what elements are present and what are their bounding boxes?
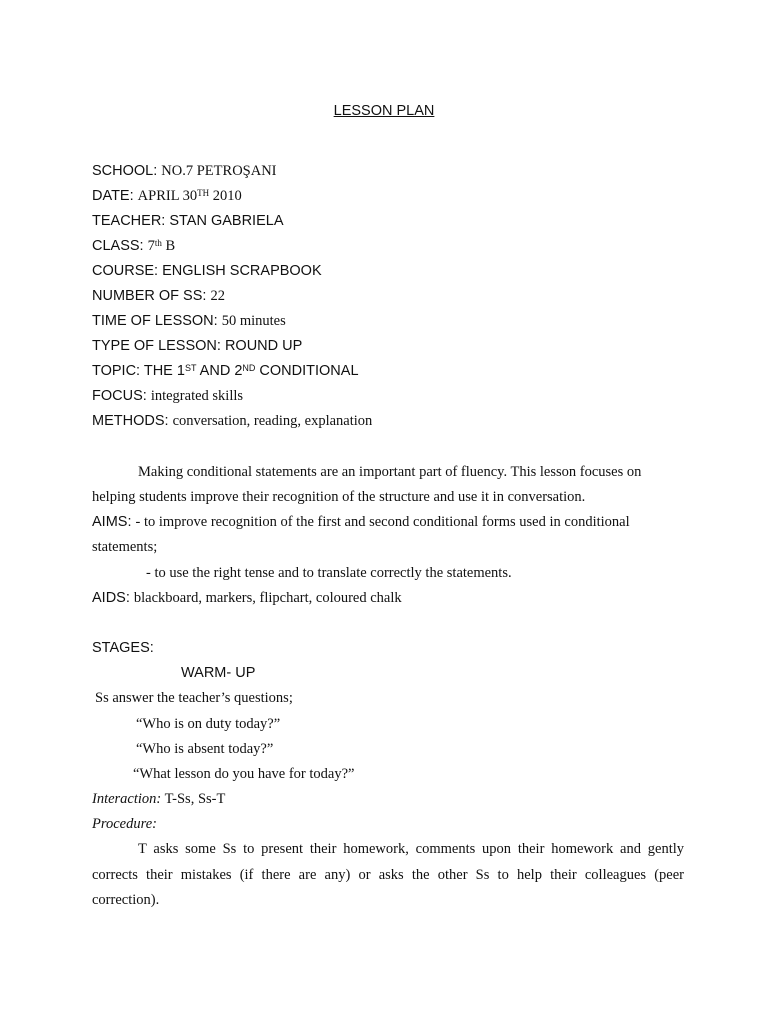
topic-value-mid: AND 2 — [196, 363, 243, 379]
date-value-sup: TH — [197, 188, 210, 198]
type-of-lesson-line — [92, 337, 302, 355]
number-of-ss-label: NUMBER OF SS: — [92, 288, 211, 304]
date-line — [92, 187, 242, 205]
intro-paragraph-line-1: Making conditional statements are an important part of fluency. This lesson focuses on — [138, 464, 642, 480]
course-label: COURSE: — [92, 263, 163, 279]
class-label: CLASS: — [92, 238, 148, 254]
warm-up-heading: WARM- UP — [181, 665, 256, 681]
number-of-ss-value: 22 — [210, 288, 225, 304]
question-1: “Who is on duty today?” — [136, 716, 281, 732]
teacher-label: TEACHER: — [92, 213, 170, 229]
topic-value-pre: THE 1 — [143, 363, 185, 379]
question-3: “What lesson do you have for today?” — [133, 766, 355, 782]
school-label: SCHOOL: — [92, 163, 162, 179]
aims-text-1: - to improve recognition of the first and second conditional forms used in conditional — [135, 514, 630, 530]
methods-line — [92, 412, 372, 430]
interaction-value: T-Ss, Ss-T — [161, 791, 226, 807]
class-value-post: B — [161, 238, 176, 254]
aims-label: AIMS: — [92, 514, 136, 530]
course-line — [92, 262, 322, 280]
date-value-pre: APRIL 30 — [137, 188, 198, 204]
procedure-label-text: Procedure: — [92, 816, 157, 832]
time-of-lesson-label: TIME OF LESSON: — [92, 313, 222, 329]
focus-label: FOCUS: — [92, 388, 151, 404]
date-label: DATE: — [92, 188, 138, 204]
intro-paragraph-line-2: helping students improve their recognition of the structure and use it in conversation. — [92, 489, 586, 505]
procedure-line-3: correction). — [92, 892, 160, 908]
interaction-line — [92, 790, 225, 808]
teacher-line — [92, 212, 284, 230]
number-of-ss-line — [92, 287, 225, 305]
class-value-pre: 7 — [147, 238, 155, 254]
date-value-post: 2010 — [209, 188, 242, 204]
aims-line-1 — [92, 513, 630, 531]
methods-value: conversation, reading, explanation — [172, 413, 373, 429]
aids-value: blackboard, markers, flipchart, coloured chalk — [133, 590, 402, 606]
class-line — [92, 237, 175, 255]
warm-up-intro: Ss answer the teacher’s questions; — [95, 690, 293, 706]
school-line — [92, 162, 277, 180]
topic-value-sup2: ND — [242, 363, 256, 373]
type-of-lesson-value: ROUND UP — [224, 338, 303, 354]
topic-label: TOPIC: — [92, 363, 144, 379]
aids-line — [92, 589, 402, 607]
aids-label: AIDS: — [92, 590, 134, 606]
teacher-value: STAN GABRIELA — [169, 213, 284, 229]
class-value-sup: th — [154, 238, 162, 248]
topic-line — [92, 362, 359, 380]
stages-heading: STAGES: — [92, 640, 154, 656]
interaction-label: Interaction: — [92, 791, 162, 807]
question-2: “Who is absent today?” — [136, 741, 274, 757]
methods-label: METHODS: — [92, 413, 173, 429]
focus-line — [92, 387, 243, 405]
school-value: NO.7 PETROŞANI — [161, 163, 277, 179]
topic-value-sup1: ST — [184, 363, 197, 373]
type-of-lesson-label: TYPE OF LESSON: — [92, 338, 225, 354]
document-title: LESSON PLAN — [333, 103, 435, 119]
procedure-line-2: corrects their mistakes (if there are any) or asks the other Ss to help their colleagues (peer — [92, 867, 684, 883]
topic-value-post: CONDITIONAL — [255, 363, 359, 379]
focus-value: integrated skills — [150, 388, 244, 404]
time-of-lesson-value: 50 minutes — [221, 313, 286, 329]
aims-line-3: - to use the right tense and to translate correctly the statements. — [146, 565, 512, 581]
course-value: ENGLISH SCRAPBOOK — [162, 263, 322, 279]
aims-line-2: statements; — [92, 539, 158, 555]
time-of-lesson-line — [92, 312, 286, 330]
procedure-line-1: T asks some Ss to present their homework, comments upon their homework and gently — [138, 841, 684, 857]
procedure-label — [92, 815, 157, 833]
